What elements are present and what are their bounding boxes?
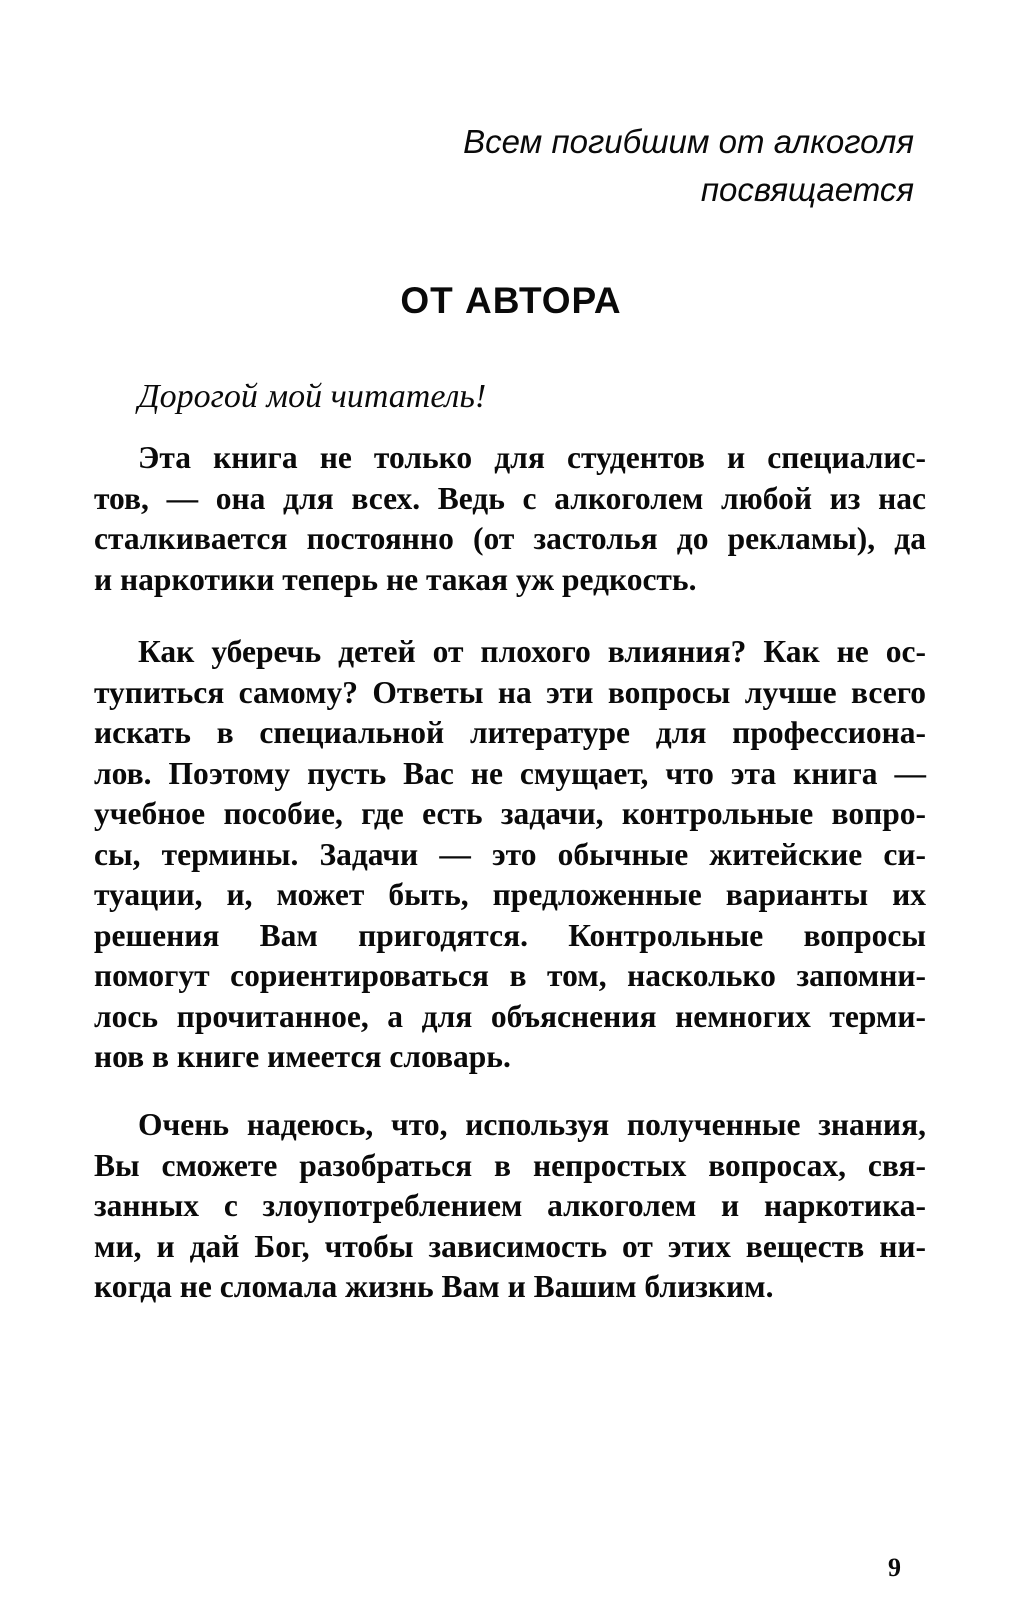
section-heading: ОТ АВТОРА	[400, 280, 622, 321]
paragraph-3	[94, 1105, 926, 1308]
paragraph-line: решения Вам пригодятся. Контрольные вопросы	[94, 917, 926, 953]
paragraph-2	[94, 632, 926, 1078]
paragraph-line: лов. Поэтому пусть Вас не смущает, что эта книга —	[94, 755, 926, 791]
page-number: 9	[888, 1553, 901, 1582]
paragraph-line: Вы сможете разобраться в непростых вопросах, свя-	[94, 1147, 926, 1183]
paragraph-line: лось прочитанное, а для объяснения немногих терми-	[94, 998, 926, 1034]
paragraph-line: и наркотики теперь не такая уж редкость.	[94, 561, 697, 597]
paragraph-line: помогут сориентироваться в том, насколько запомни-	[94, 958, 926, 993]
paragraph-line: Как уберечь детей от плохого влияния? Как не ос-	[138, 634, 926, 669]
dedication	[463, 118, 914, 214]
paragraph-line: занных с злоупотреблением алкоголем и наркотика-	[94, 1188, 926, 1223]
paragraph-line: когда не сломала жизнь Вам и Вашим близким.	[94, 1269, 774, 1304]
paragraph-line: учебное пособие, где есть задачи, контрольные вопро-	[94, 796, 926, 831]
dedication-line-1: Всем погибшим от алкоголя	[463, 123, 914, 160]
paragraph-1	[94, 438, 926, 600]
paragraph-line: Очень надеюсь, что, используя полученные знания,	[138, 1107, 926, 1142]
greeting: Дорогой мой читатель!	[138, 378, 487, 415]
paragraph-line: тов, — она для всех. Ведь с алкоголем любой из нас	[94, 480, 926, 516]
paragraph-line: ми, и дай Бог, чтобы зависимость от этих веществ ни-	[94, 1228, 926, 1264]
dedication-line-2: посвящается	[700, 171, 914, 208]
paragraph-line: Эта книга не только для студентов и специалис-	[138, 440, 926, 475]
paragraph-line: сталкивается постоянно (от застолья до рекламы), да	[94, 521, 926, 556]
paragraph-line: нов в книге имеется словарь.	[94, 1039, 511, 1074]
paragraph-line: сы, термины. Задачи — это обычные житейские си-	[94, 836, 926, 872]
paragraph-line: тупиться самому? Ответы на эти вопросы лучше всего	[94, 674, 926, 710]
paragraph-line: туации, и, может быть, предложенные варианты их	[94, 877, 926, 912]
paragraph-line: искать в специальной литературе для профессиона-	[94, 715, 926, 750]
